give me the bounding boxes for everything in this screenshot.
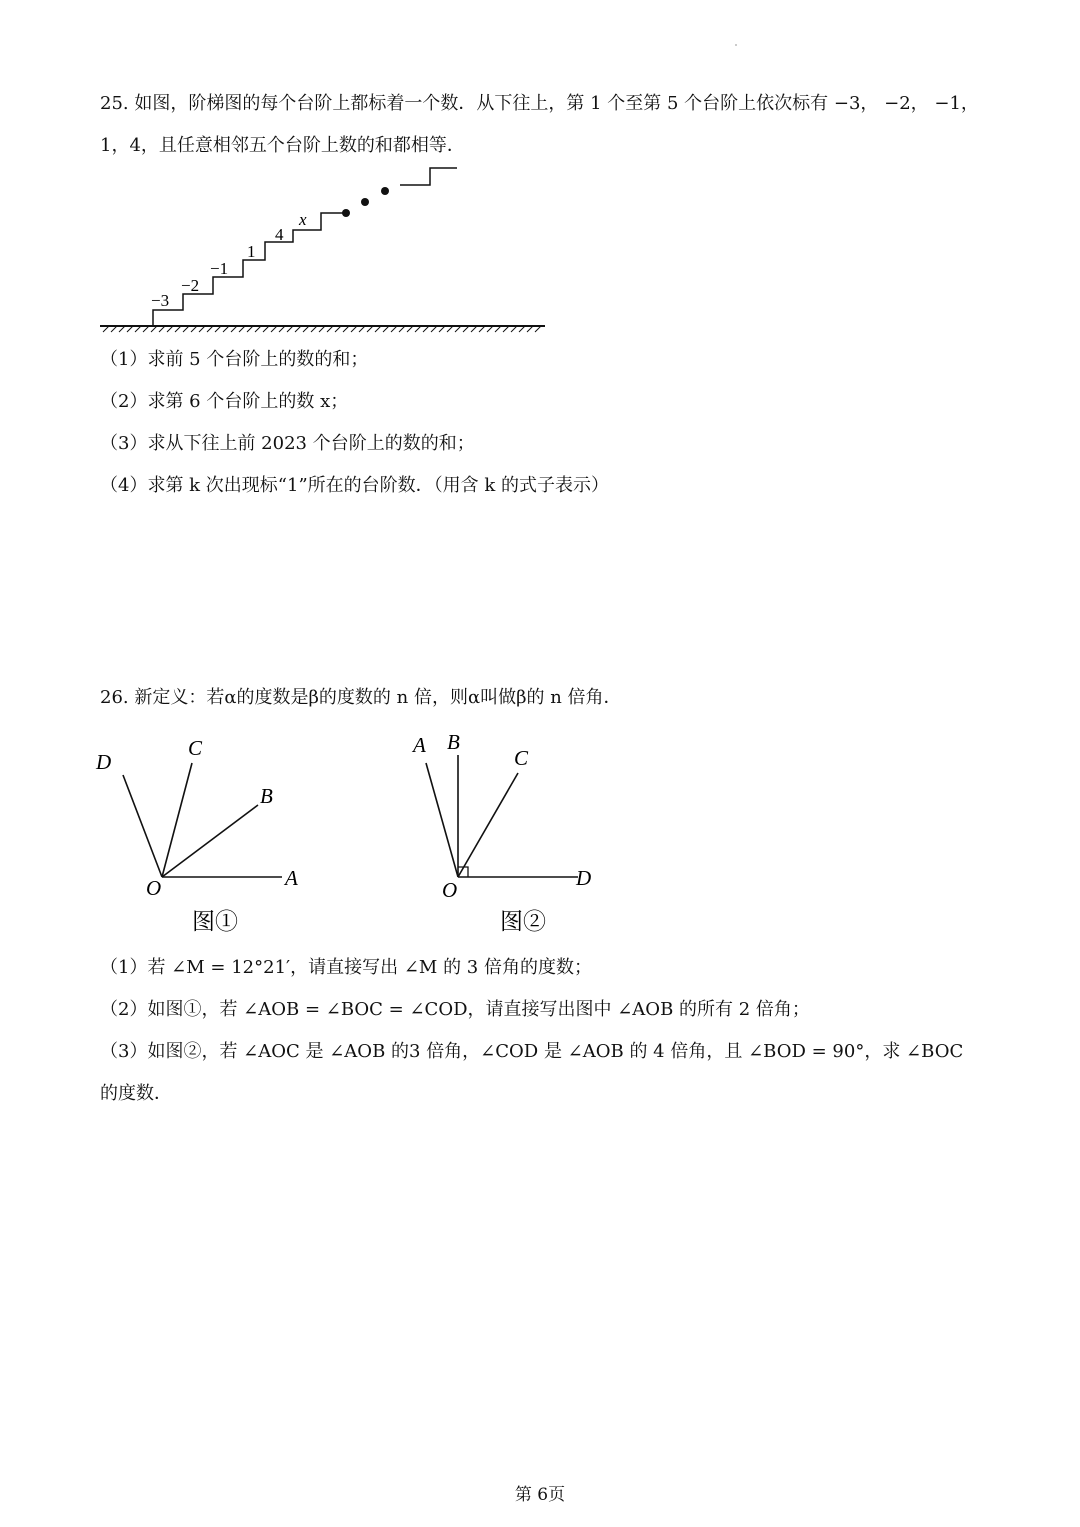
angle-figure-2 (400, 725, 610, 940)
step-label-2: −2 (181, 276, 200, 295)
step-label-4: 1 (247, 242, 256, 261)
fig2-label-B: B (447, 730, 460, 754)
fig1-label-A: A (285, 866, 298, 890)
step-label-5: 4 (275, 225, 284, 244)
step-label-6: x (299, 210, 307, 229)
fig2-caption: 图② (500, 909, 546, 934)
ellipsis-dot (361, 198, 369, 206)
staircase-top-step (400, 168, 457, 185)
q26-part-1: （1）若 ∠M = 12°21′，请直接写出 ∠M 的 3 倍角的度数； (100, 957, 592, 978)
ellipsis-dot (342, 209, 350, 217)
step-label-3: −1 (210, 259, 229, 278)
fig1-caption: 图① (192, 909, 238, 934)
q25-part-2: （2）求第 6 个台阶上的数 x； (100, 391, 349, 412)
step-label-1: −3 (151, 291, 170, 310)
ray-OC (458, 773, 518, 877)
fig1-label-O: O (146, 876, 162, 900)
fig1-label-C: C (188, 736, 203, 760)
fig2-label-C: C (514, 746, 529, 770)
ellipsis-dot (381, 187, 389, 195)
fig2-label-D: D (576, 866, 592, 890)
q25-part-3: （3）求从下往上前 2023 个台阶上的数的和； (100, 433, 475, 454)
staircase-figure (95, 160, 555, 345)
fig1-label-D: D (96, 750, 112, 774)
q25-part-1: （1）求前 5 个台阶上的数的和； (100, 349, 369, 370)
ray-OA (426, 763, 458, 877)
q25-part-4: （4）求第 k 次出现标“1”所在的台阶数．（用含 k 的式子表示） (100, 475, 610, 496)
ray-OC (162, 763, 192, 877)
fig2-label-O: O (442, 878, 458, 902)
q25-stem-line2: 1，4，且任意相邻五个台阶上数的和都相等． (100, 135, 465, 156)
page-number: 第 6页 (514, 1485, 566, 1505)
q26-stem: 26. 新定义：若α的度数是β的度数的 n 倍，则α叫做β的 n 倍角． (100, 687, 622, 708)
q26-part-3-cont: 的度数． (100, 1083, 172, 1104)
q26-part-3: （3）如图②，若 ∠AOC 是 ∠AOB 的3 倍角，∠COD 是 ∠AOB 的 4 倍角，且 ∠BOD = 90°，求 ∠BOC (100, 1041, 964, 1062)
fig1-label-B: B (260, 784, 273, 808)
angle-figure-1 (90, 725, 320, 940)
ray-OB (162, 805, 258, 877)
q26-part-2: （2）如图①，若 ∠AOB = ∠BOC = ∠COD，请直接写出图中 ∠AOB 的所有 2 倍角； (100, 999, 810, 1020)
fig2-label-A: A (413, 733, 426, 757)
q25-stem-line1: 25. 如图，阶梯图的每个台阶上都标着一个数．从下往上，第 1 个至第 5 个台阶上依次标有 −3， −2， −1， (100, 93, 979, 114)
scan-speck (735, 44, 737, 46)
staircase-steps (153, 213, 343, 326)
ray-OD (123, 775, 162, 877)
